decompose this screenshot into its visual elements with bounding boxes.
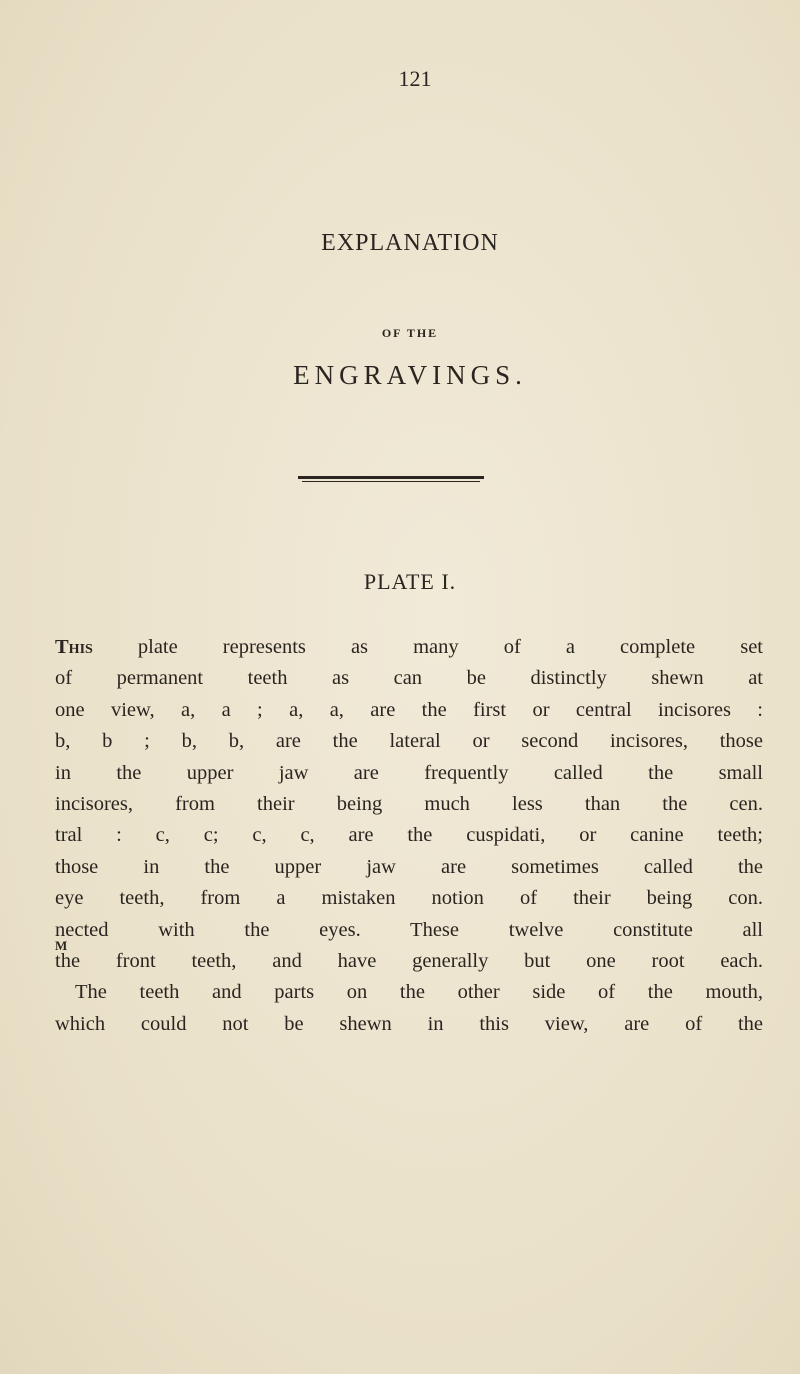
text-line-4: b, b ; b, b, are the lateral or second incisores, those	[55, 730, 763, 753]
text-line-7: tral : c, c; c, c, are the cuspidati, or canine teeth;	[55, 824, 763, 847]
text-line-8: those in the upper jaw are sometimes called the	[55, 855, 763, 878]
divider-rule	[298, 476, 484, 479]
page-subtitle: OF THE	[381, 326, 439, 340]
text-line-1: This plate represents as many of a complete set	[55, 636, 763, 658]
text-line-2: of permanent teeth as can be distinctly shewn at	[55, 667, 763, 690]
body-paragraph	[55, 632, 795, 1040]
divider-rule-thin	[302, 481, 480, 482]
text-line-12: The teeth and parts on the other side of the mouth,	[75, 981, 763, 1004]
text-line-10: nected with the eyes. These twelve constitute all	[55, 918, 763, 941]
lead-word: This	[55, 636, 93, 658]
text-line-5: in the upper jaw are frequently called the small	[55, 761, 763, 784]
text-line-11: the front teeth, and have generally but one root each.	[55, 950, 763, 973]
section-heading: ENGRAVINGS.	[293, 360, 527, 390]
page-number: 121	[398, 66, 432, 91]
catchword: M	[55, 938, 68, 953]
text-line-6: incisores, from their being much less than the cen.	[55, 793, 763, 816]
plate-heading: PLATE I.	[363, 569, 457, 594]
page-title: EXPLANATION	[321, 230, 499, 256]
text-line-13: which could not be shewn in this view, are of the	[55, 1012, 763, 1035]
text-line-9: eye teeth, from a mistaken notion of their being con.	[55, 887, 763, 910]
text-line-3: one view, a, a ; a, a, are the first or central incisores :	[55, 698, 763, 721]
